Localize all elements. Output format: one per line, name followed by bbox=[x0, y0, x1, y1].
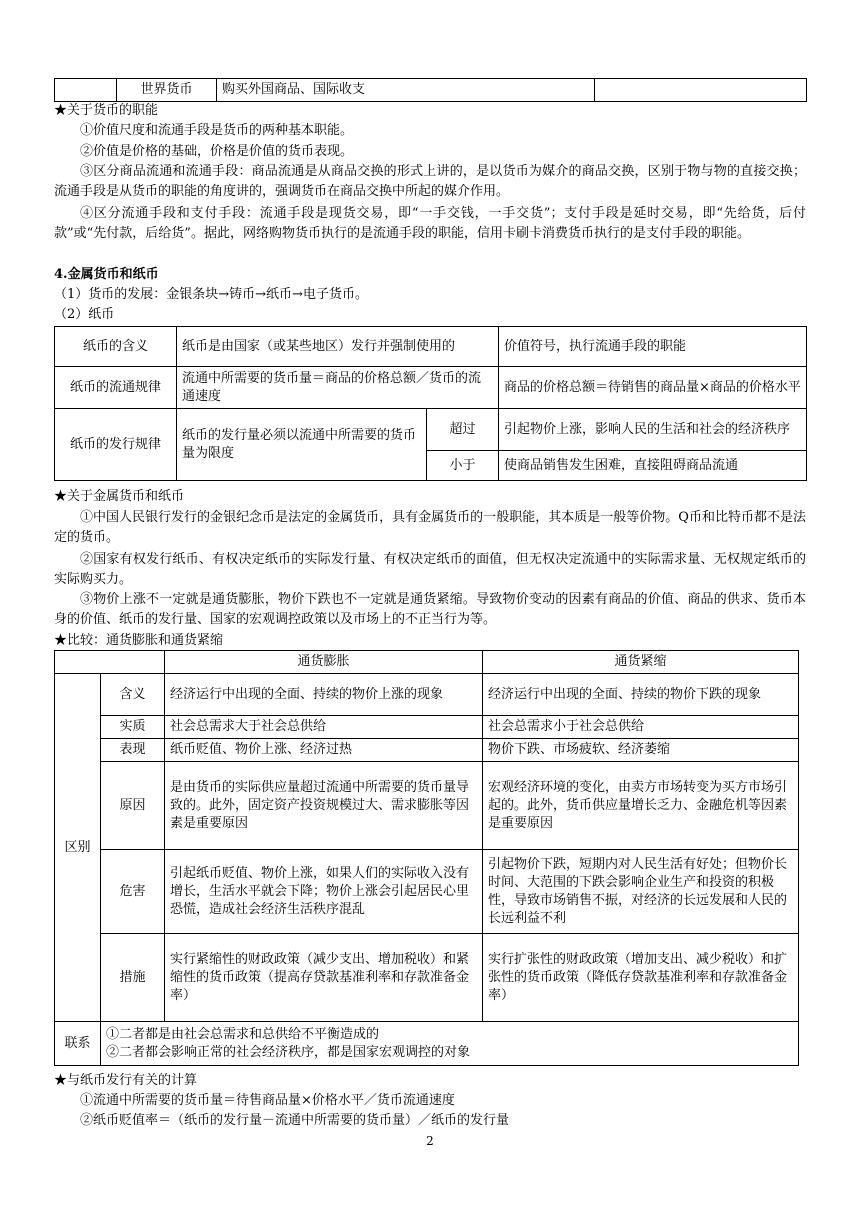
paper-circulation-label: 纸币的流通规律 bbox=[55, 367, 177, 409]
deflation-cause: 宏观经济环境的变化，由卖方市场转变为买方市场引起的。此外，货币供应量增长乏力、金融危机等因素是重要原因 bbox=[483, 762, 799, 850]
row-label-harm: 危害 bbox=[101, 850, 165, 934]
page-number: 2 bbox=[426, 1134, 434, 1148]
row-label-essence: 实质 bbox=[101, 716, 165, 739]
section-4-sub-1: （1）货币的发展：金银条块→铸币→纸币→电子货币。 bbox=[54, 287, 368, 302]
row-label-measures: 措施 bbox=[101, 934, 165, 1022]
paper-issue-over-text: 引起物价上涨，影响人民的生活和社会的经济秩序 bbox=[499, 409, 807, 451]
inflation-measures: 实行紧缩性的财政政策（减少支出、增加税收）和紧缩性的货币政策（提高存贷款基准利率和存款准备金率） bbox=[165, 934, 483, 1022]
link-label: 联系 bbox=[55, 1022, 101, 1066]
row-label-meaning: 含义 bbox=[101, 674, 165, 716]
functions-point-2: ②价值是价格的基础，价格是价值的货币表现。 bbox=[80, 144, 354, 159]
row-label-manifestation: 表现 bbox=[101, 739, 165, 762]
metal-point-3: ③物价上涨不一定就是通货膨胀，物价下跌也不一定就是通货紧缩。导致物价变动的因素有商品的价值、商品的供求、货币本身的价值、纸币的发行量、国家的宏观调控政策以及市场上的不正当行为等。 bbox=[54, 592, 806, 627]
section-4-heading: 4.金属货币和纸币 bbox=[54, 267, 159, 282]
world-currency-table bbox=[54, 78, 807, 102]
header-deflation: 通货紧缩 bbox=[483, 651, 799, 674]
paper-meaning-label: 纸币的含义 bbox=[55, 327, 177, 367]
deflation-essence: 社会总需求小于社会总供给 bbox=[483, 716, 799, 739]
table-cell bbox=[595, 79, 807, 102]
functions-point-3: ③区分商品流通和流通手段：商品流通是从商品交换的形式上讲的，是以货币为媒介的商品交换，区别于物与物的直接交换；流通手段是从货币的职能的角度讲的，强调货币在商品交换中所起的媒介作用。 bbox=[54, 164, 806, 199]
deflation-harm: 引起物价下跌，短期内对人民生活有好处；但物价长时间、大范围的下跌会影响企业生产和投资的积极性，导致市场销售不振，对经济的长远发展和人民的长远利益不利 bbox=[483, 850, 799, 934]
compare-heading: ★比较：通货膨胀和通货紧缩 bbox=[54, 633, 224, 648]
table-cell bbox=[55, 79, 117, 102]
functions-point-4: ④区分流通手段和支付手段：流通手段是现货交易，即“一手交钱，一手交货”；支付手段是延时交易，即“先给货，后付款”或“先付款，后给货”。据此，网络购物货币执行的是流通手段的职能，信用卡刷卡消费货币执行的是支付手段的职能。 bbox=[54, 206, 806, 241]
functions-heading: ★关于货币的职能 bbox=[54, 103, 159, 118]
deflation-manifestation: 物价下跌、市场疲软、经济萎缩 bbox=[483, 739, 799, 762]
paper-issue-under-text: 使商品销售发生困难，直接阻碍商品流通 bbox=[499, 451, 807, 481]
metal-point-1: ①中国人民银行发行的金银纪念币是法定的金属货币，具有金属货币的一般职能，其本质是一般等价物。Q币和比特币都不是法定的货币。 bbox=[54, 510, 806, 545]
paper-issue-over-label: 超过 bbox=[427, 409, 499, 451]
header-blank bbox=[55, 651, 165, 674]
metal-point-2: ②国家有权发行纸币、有权决定纸币的实际发行量、有权决定纸币的面值，但无权决定流通中的实际需求量、无权规定纸币的实际购买力。 bbox=[54, 552, 806, 587]
paper-issue-label: 纸币的发行规律 bbox=[55, 409, 177, 481]
inflation-essence: 社会总需求大于社会总供给 bbox=[165, 716, 483, 739]
functions-point-1: ①价值尺度和流通手段是货币的两种基本职能。 bbox=[80, 123, 354, 138]
paper-circulation-a: 流通中所需要的货币量＝商品的价格总额／货币的流通速度 bbox=[177, 367, 499, 409]
link-content bbox=[101, 1022, 799, 1066]
calc-formula-2: ②纸币贬值率＝（纸币的发行量－流通中所需要的货币量）／纸币的发行量 bbox=[80, 1113, 510, 1128]
paper-circulation-b: 商品的价格总额＝待销售的商品量×商品的价格水平 bbox=[499, 367, 807, 409]
paper-issue-under-label: 小于 bbox=[427, 451, 499, 481]
difference-label: 区别 bbox=[55, 674, 101, 1022]
paper-meaning-a: 纸币是由国家（或某些地区）发行并强制使用的 bbox=[177, 327, 499, 367]
link-point-1: ①二者都是由社会总需求和总供给不平衡造成的 bbox=[106, 1026, 380, 1042]
header-inflation: 通货膨胀 bbox=[165, 651, 483, 674]
link-point-2: ②二者都会影响正常的社会经济秩序，都是国家宏观调控的对象 bbox=[106, 1044, 471, 1060]
world-currency-label: 世界货币 bbox=[117, 79, 217, 102]
inflation-harm: 引起纸币贬值、物价上涨，如果人们的实际收入没有增长，生活水平就会下降；物价上涨会引起居民心里恐慌，造成社会经济生活秩序混乱 bbox=[165, 850, 483, 934]
paper-meaning-b: 价值符号，执行流通手段的职能 bbox=[499, 327, 807, 367]
inflation-manifestation: 纸币贬值、物价上涨、经济过热 bbox=[165, 739, 483, 762]
metal-heading: ★关于金属货币和纸币 bbox=[54, 489, 185, 504]
inflation-deflation-table bbox=[54, 650, 799, 1066]
row-label-cause: 原因 bbox=[101, 762, 165, 850]
deflation-meaning: 经济运行中出现的全面、持续的物价下跌的现象 bbox=[483, 674, 799, 716]
world-currency-use: 购买外国商品、国际收支 bbox=[217, 79, 595, 102]
deflation-measures: 实行扩张性的财政政策（增加支出、减少税收）和扩张性的货币政策（降低存贷款基准利率和存款准备金率） bbox=[483, 934, 799, 1022]
paper-money-table bbox=[54, 326, 807, 481]
calc-heading: ★与纸币发行有关的计算 bbox=[54, 1073, 198, 1088]
inflation-cause: 是由货币的实际供应量超过流通中所需要的货币量导致的。此外，固定资产投资规模过大、需求膨胀等因素是重要原因 bbox=[165, 762, 483, 850]
paper-issue-rule: 纸币的发行量必须以流通中所需要的货币量为限度 bbox=[177, 409, 427, 481]
inflation-meaning: 经济运行中出现的全面、持续的物价上涨的现象 bbox=[165, 674, 483, 716]
section-4-sub-2: （2）纸币 bbox=[54, 307, 115, 322]
calc-formula-1: ①流通中所需要的货币量＝待售商品量×价格水平／货币流通速度 bbox=[80, 1093, 455, 1108]
